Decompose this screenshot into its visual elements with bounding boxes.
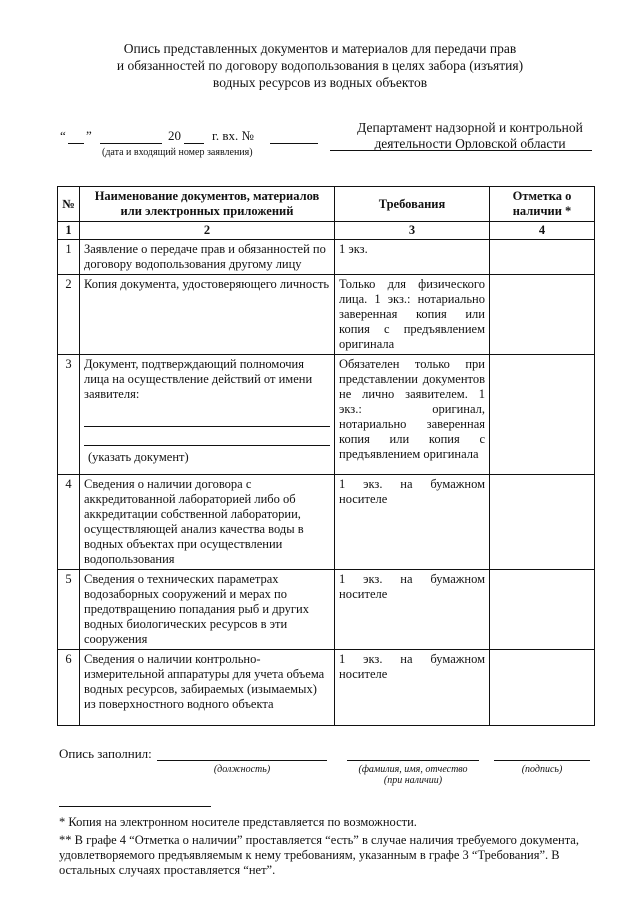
title-line-2: и обязанностей по договору водопользования в целях забора (изъятия) — [116, 58, 524, 73]
date-year-prefix: 20 — [168, 128, 181, 143]
table-row — [58, 240, 595, 275]
representative-doc-line-1[interactable] — [84, 414, 330, 427]
reg-number-label: г. вх. № — [212, 128, 254, 143]
row-number: 5 — [58, 570, 80, 650]
table-row — [58, 650, 595, 726]
department-underline — [330, 150, 592, 151]
footnote-1: * Копия на электронном носителе представляется по возможности. — [59, 815, 417, 829]
full-name-line[interactable] — [347, 760, 479, 761]
row-number: 6 — [58, 650, 80, 726]
table-row — [58, 355, 595, 475]
row-number: 1 — [58, 240, 80, 275]
column-number: 3 — [335, 222, 490, 240]
column-number: 1 — [58, 222, 80, 240]
department-block — [330, 120, 610, 152]
department-line-2: деятельности Орловской области — [374, 136, 566, 151]
row-document-name: Сведения о наличии контрольно-измерительной аппаратуры для учета объема водных ресурсов, забираемых (изымаемых) из поверхностного водного объекта — [80, 650, 335, 726]
table-header-row — [58, 187, 595, 222]
representative-doc-line-2[interactable] — [84, 433, 330, 446]
date-quote-close: ” — [86, 128, 92, 143]
row-document-name-cell — [80, 355, 335, 475]
row-document-name: Копия документа, удостоверяющего личность — [80, 275, 335, 355]
row-mark-cell[interactable] — [490, 650, 595, 726]
date-quote-open: “ — [60, 128, 66, 143]
row-requirements: Только для физического лица. 1 экз.: нотариально заверенная копия или копия с предъявлением оригинала — [335, 275, 490, 355]
footnote-2: ** В графе 4 “Отметка о наличии” проставляется “есть” в случае наличия требуемого документа, удовлетворяемого предъявляемым к нему требованиям, указанным в графе 3 “Требования”. В остальных случаях проставляется “нет”. — [59, 833, 579, 877]
row-number: 3 — [58, 355, 80, 475]
footnote-divider — [59, 806, 211, 807]
filled-by-label: Опись заполнил: — [59, 746, 152, 761]
department-line-1: Департамент надзорной и контрольной — [357, 120, 583, 135]
row-requirements: 1 экз. на бумажном носителе — [335, 475, 490, 570]
row-mark-cell[interactable] — [490, 475, 595, 570]
documents-table — [57, 186, 595, 726]
signature-caption: (подпись) — [521, 764, 563, 775]
row-document-name: Сведения о наличии договора с аккредитованной лабораторией либо об аккредитации собственной лаборатории, осуществляющей анализ качества воды в водных объектах при осуществлении водопользования — [80, 475, 335, 570]
position-caption: (должность) — [213, 764, 271, 775]
row-document-note: (указать документ) — [88, 450, 189, 464]
table-row — [58, 275, 595, 355]
row-document-name: Документ, подтверждающий полномочия лица на осуществление действий от имени заявителя: — [84, 357, 313, 401]
row-mark-cell[interactable] — [490, 275, 595, 355]
footnotes — [59, 815, 599, 881]
reg-number-line[interactable] — [270, 143, 318, 144]
document-title — [60, 40, 580, 91]
date-caption: (дата и входящий номер заявления) — [102, 147, 253, 158]
signature-line[interactable] — [494, 760, 590, 761]
date-year-line[interactable] — [184, 143, 204, 144]
position-line[interactable] — [157, 760, 327, 761]
full-name-caption-line-2: (при наличии) — [383, 775, 443, 786]
header-mark: Отметка о наличии * — [490, 187, 595, 222]
row-document-name: Сведения о технических параметрах водозаборных сооружений и мерах по предотвращению попадания рыб и других водных биологических ресурсов в эти сооружения — [80, 570, 335, 650]
row-mark-cell[interactable] — [490, 355, 595, 475]
row-mark-cell[interactable] — [490, 240, 595, 275]
column-number-row — [58, 222, 595, 240]
row-document-name: Заявление о передаче прав и обязанностей по договору водопользования другому лицу — [80, 240, 335, 275]
title-line-1: Опись представленных документов и материалов для передачи прав — [123, 41, 517, 56]
header-num: № — [58, 187, 80, 222]
row-mark-cell[interactable] — [490, 570, 595, 650]
date-month-line[interactable] — [100, 143, 162, 144]
full-name-caption — [340, 764, 486, 786]
row-number: 4 — [58, 475, 80, 570]
date-day-line[interactable] — [68, 143, 84, 144]
row-requirements: 1 экз. на бумажном носителе — [335, 650, 490, 726]
title-line-3: водных ресурсов из водных объектов — [212, 75, 428, 90]
column-number: 2 — [80, 222, 335, 240]
table-row — [58, 570, 595, 650]
full-name-caption-line-1: (фамилия, имя, отчество — [358, 764, 468, 775]
table-row — [58, 475, 595, 570]
header-requirements: Требования — [335, 187, 490, 222]
column-number: 4 — [490, 222, 595, 240]
row-requirements: Обязателен только при представлении документов не лично заявителем. 1 экз.: оригинал, нотариально заверенная копия или копия с предъявлением оригинала — [335, 355, 490, 475]
row-requirements: 1 экз. на бумажном носителе — [335, 570, 490, 650]
row-requirements: 1 экз. — [335, 240, 490, 275]
row-number: 2 — [58, 275, 80, 355]
header-name: Наименование документов, материалов или электронных приложений — [80, 187, 335, 222]
